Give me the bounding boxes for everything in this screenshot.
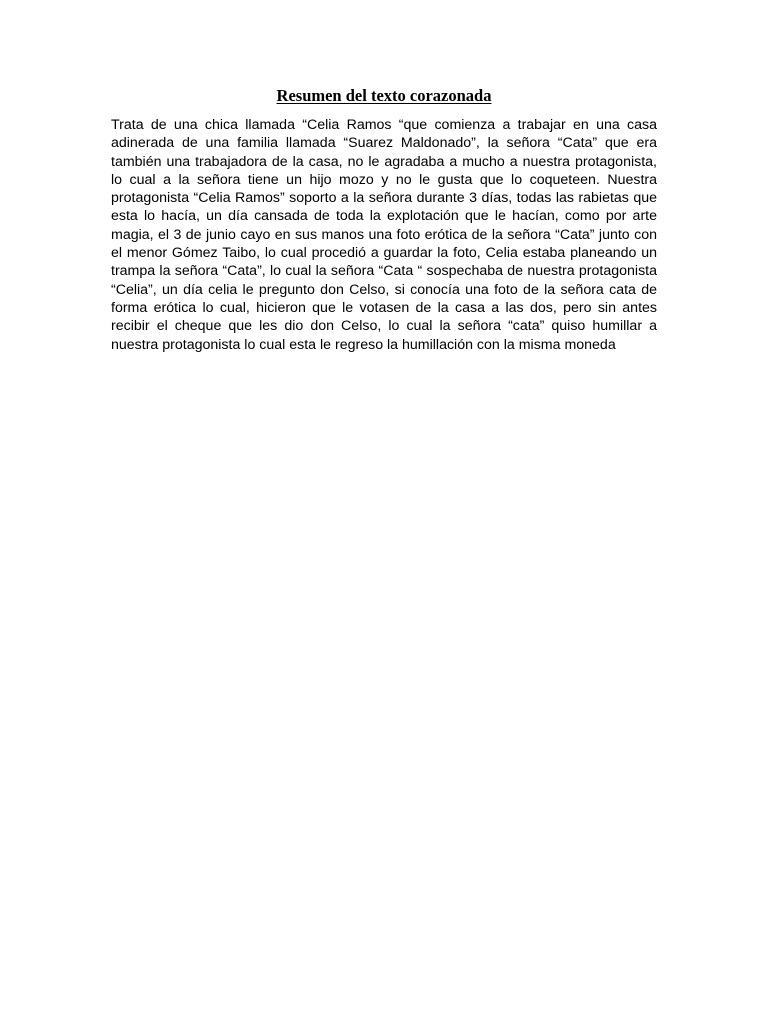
document-title: Resumen del texto corazonada — [276, 86, 492, 105]
document-body-paragraph: Trata de una chica llamada “Celia Ramos “que comienza a trabajar en una casa adinerada de una familia llamada “Suarez Maldonado”, la señora “Cata” que era también una trabajadora de la casa, no le agradaba a mucho a nuestra protagonista, lo cual a la señora tiene un hijo mozo y no le gusta que lo coqueteen. Nuestra protagonista “Celia Ramos” soporto a la señora durante 3 días, todas las rabietas que esta lo hacía, un día cansada de toda la explotación que le hacían, como por arte magia, el 3 de junio cayo en sus manos una foto erótica de la señora “Cata” junto con el menor Gómez Taibo, lo cual procedió a guardar la foto, Celia estaba planeando un trampa la señora “Cata”, lo cual la señora “Cata “ sospechaba de nuestra protagonista “Celia”, un día celia le pregunto don Celso, si conocía una foto de la señora cata de forma erótica lo cual, hicieron que le votasen de la casa a las dos, pero sin antes recibir el cheque que les dio don Celso, lo cual la señora “cata” quiso humillar a nuestra protagonista lo cual esta le regreso la humillación con la misma moneda — [111, 117, 657, 353]
